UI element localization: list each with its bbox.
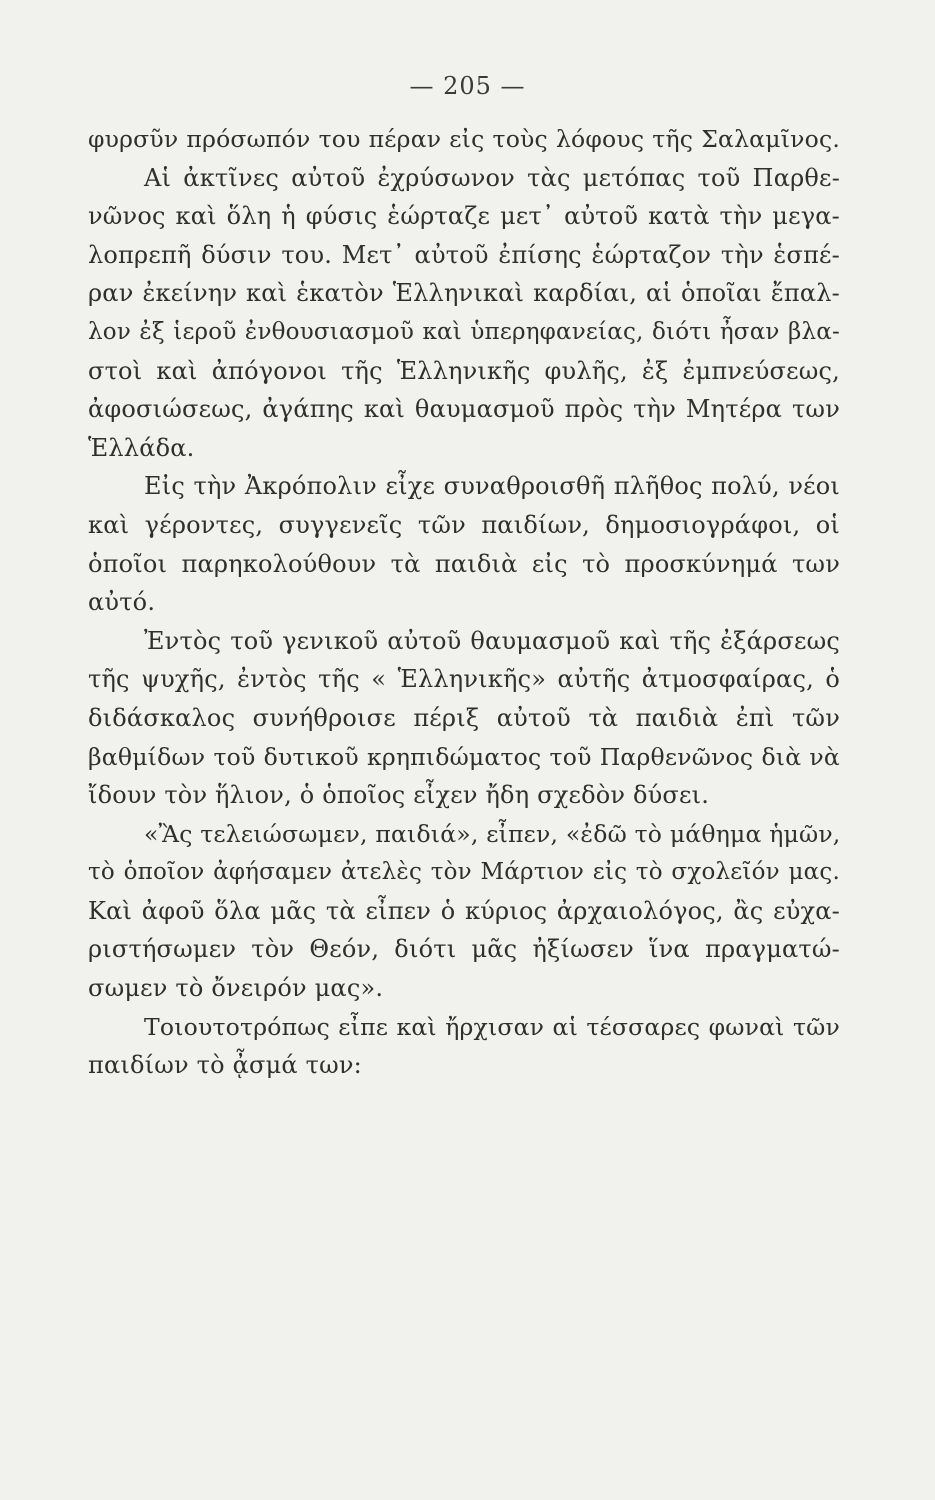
body-text — [88, 120, 840, 1085]
text-line: ριστήσωμεν τὸν Θεόν, διότι μᾶς ἠξίωσεν ἵνα πραγματώ- — [88, 935, 840, 964]
text-line: βαθμίδων τοῦ δυτικοῦ κρηπιδώματος τοῦ Παρθενῶνος διὰ νὰ — [88, 742, 840, 771]
text-line: λοπρεπῆ δύσιν του. Μετ᾽ αὐτοῦ ἐπίσης ἑώρταζον τὴν ἑσπέ- — [88, 240, 840, 269]
text-line: φυρσῦν πρόσωπόν του πέραν εἰς τοὺς λόφους τῆς Σαλαμῖνος. — [88, 125, 840, 153]
text-line: ἴδουν τὸν ἥλιον, ὁ ὁποῖος εἶχεν ἤδη σχεδὸν δύσει. — [88, 781, 710, 810]
text-line: σωμεν τὸ ὄνειρόν μας». — [88, 974, 384, 1003]
text-line: ραν ἐκείνην καὶ ἑκατὸν Ἑλληνικαὶ καρδίαι, αἱ ὁποῖαι ἔπαλ- — [88, 279, 840, 308]
text-line: Τοιουτοτρόπως εἶπε καὶ ἤρχισαν αἱ τέσσαρες φωναὶ τῶν — [144, 1012, 840, 1041]
text-line: διδάσκαλος συνήθροισε πέριξ αὐτοῦ τὰ παιδιὰ ἐπὶ τῶν — [88, 703, 840, 732]
text-line: λον ἐξ ἱεροῦ ἐνθουσιασμοῦ καὶ ὑπερηφανείας, διότι ἦσαν βλα- — [88, 318, 840, 345]
text-line: τῆς ψυχῆς, ἐντὸς τῆς « Ἑλληνικῆς» αὐτῆς ἀτμοσφαίρας, ὁ — [88, 665, 840, 694]
text-line: Αἱ ἀκτῖνες αὐτοῦ ἐχρύσωνον τὰς μετόπας τοῦ Παρθε- — [144, 163, 840, 192]
text-line: ὁποῖοι παρηκολούθουν τὰ παιδιὰ εἰς τὸ προσκύνημά των — [88, 549, 840, 578]
page-number: — 205 — — [409, 72, 526, 100]
text-line: «Ἂς τελειώσωμεν, παιδιά», εἶπεν, «ἐδῶ τὸ μάθημα ἡμῶν, — [144, 819, 841, 848]
text-line: Ἐντὸς τοῦ γενικοῦ αὐτοῦ θαυμασμοῦ καὶ τῆς ἐξάρσεως — [144, 626, 840, 655]
text-line: αὐτό. — [88, 588, 156, 617]
text-line: Εἰς τὴν Ἀκρόπολιν εἶχε συναθροισθῆ πλῆθος πολύ, νέοι — [144, 472, 840, 501]
text-line: νῶνος καὶ ὅλη ἡ φύσις ἑώρταζε μετ᾽ αὐτοῦ κατὰ τὴν μεγα- — [88, 202, 840, 231]
text-line: Ἑλλάδα. — [88, 433, 195, 462]
text-line: παιδίων τὸ ᾆσμά των: — [88, 1051, 362, 1080]
text-line: τὸ ὁποῖον ἀφήσαμεν ἀτελὲς τὸν Μάρτιον εἰς τὸ σχολεῖόν μας. — [88, 859, 840, 886]
text-line: ἀφοσιώσεως, ἀγάπης καὶ θαυμασμοῦ πρὸς τὴν Μητέρα των — [88, 395, 840, 424]
text-line: Καὶ ἀφοῦ ὅλα μᾶς τὰ εἶπεν ὁ κύριος ἀρχαιολόγος, ἂς εὐχα- — [88, 896, 840, 925]
text-line: καὶ γέροντες, συγγενεῖς τῶν παιδίων, δημοσιογράφοι, οἱ — [88, 510, 840, 539]
text-line: στοὶ καὶ ἀπόγονοι τῆς Ἑλληνικῆς φυλῆς, ἐξ ἐμπνεύσεως, — [88, 356, 840, 385]
